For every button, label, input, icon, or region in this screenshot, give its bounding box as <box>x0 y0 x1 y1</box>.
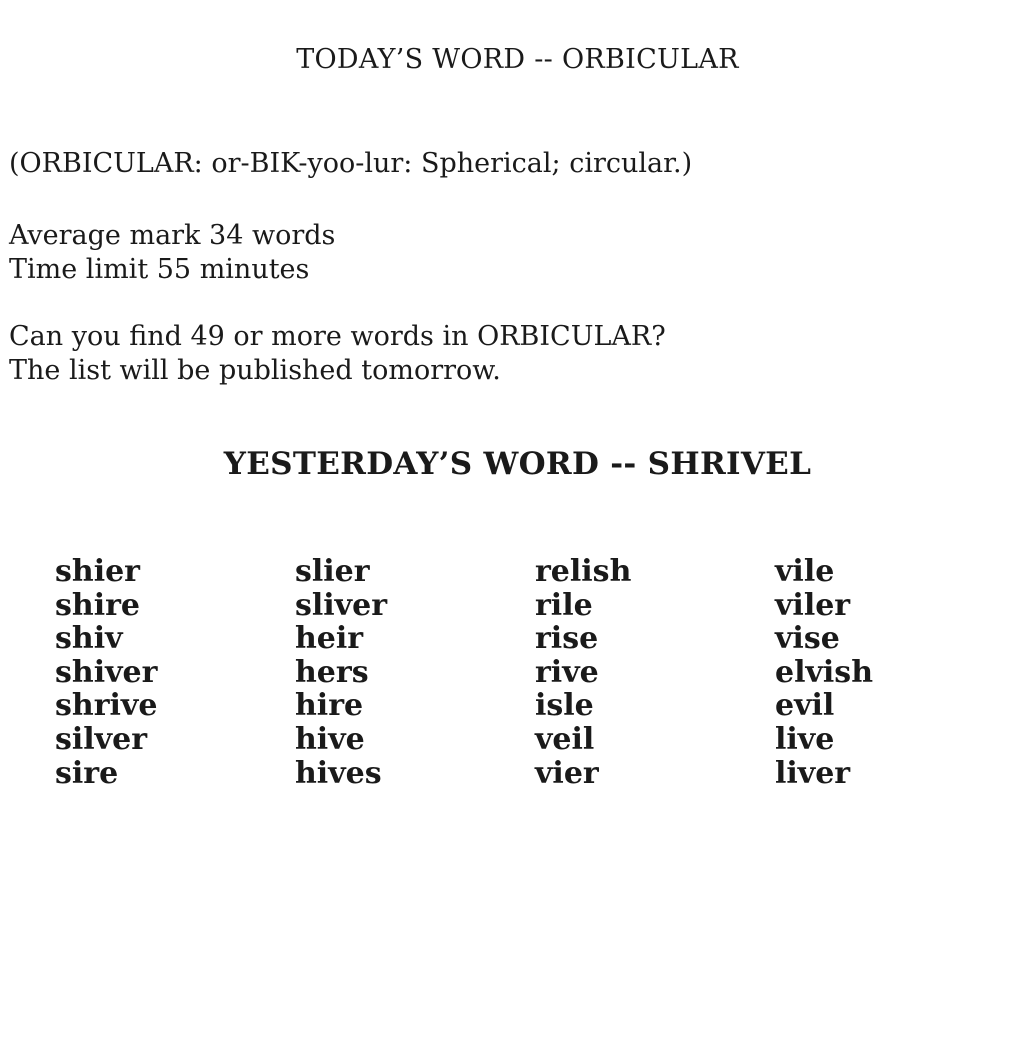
word-item: heir <box>295 621 364 657</box>
todays-word-heading: TODAY’S WORD -- ORBICULAR <box>296 44 739 75</box>
word-item: liver <box>775 755 851 791</box>
word-item: sire <box>55 755 119 791</box>
word-list <box>55 555 1015 790</box>
word-item: shire <box>55 587 140 623</box>
challenge-question: Can you find 49 or more words in ORBICULAR? <box>9 321 666 352</box>
yesterdays-word-heading: YESTERDAY’S WORD -- SHRIVEL <box>223 446 812 482</box>
word-item: hire <box>295 688 364 724</box>
word-item: rise <box>535 621 599 657</box>
word-item: shiver <box>55 654 158 690</box>
word-item: shiv <box>55 621 123 657</box>
word-item: silver <box>55 721 148 757</box>
word-item: hers <box>295 654 369 690</box>
word-item: veil <box>535 721 595 757</box>
stats-block <box>9 219 335 287</box>
word-item: elvish <box>775 654 874 690</box>
word-column-4 <box>775 555 1015 790</box>
word-item: rile <box>535 587 593 623</box>
word-column-1 <box>55 555 295 790</box>
word-item: vier <box>535 755 599 791</box>
word-definition: (ORBICULAR: or-BIK-yoo-lur: Spherical; circular.) <box>9 148 693 179</box>
word-item: isle <box>535 688 594 724</box>
word-item: vise <box>775 621 840 657</box>
word-item: evil <box>775 688 835 724</box>
word-item: relish <box>535 554 632 589</box>
word-item: shrive <box>55 688 158 724</box>
time-limit: Time limit 55 minutes <box>9 254 310 285</box>
word-item: vile <box>775 554 835 589</box>
word-item: hive <box>295 721 365 757</box>
challenge-block <box>9 320 666 388</box>
average-mark: Average mark 34 words <box>9 220 336 251</box>
word-item: slier <box>295 554 370 589</box>
word-column-3 <box>535 555 775 790</box>
publish-note: The list will be published tomorrow. <box>9 355 501 386</box>
word-column-2 <box>295 555 535 790</box>
word-item: hives <box>295 755 382 791</box>
word-item: viler <box>775 587 851 623</box>
word-item: rive <box>535 654 599 690</box>
word-item: shier <box>55 554 140 589</box>
word-item: live <box>775 721 835 757</box>
word-item: sliver <box>295 587 388 623</box>
